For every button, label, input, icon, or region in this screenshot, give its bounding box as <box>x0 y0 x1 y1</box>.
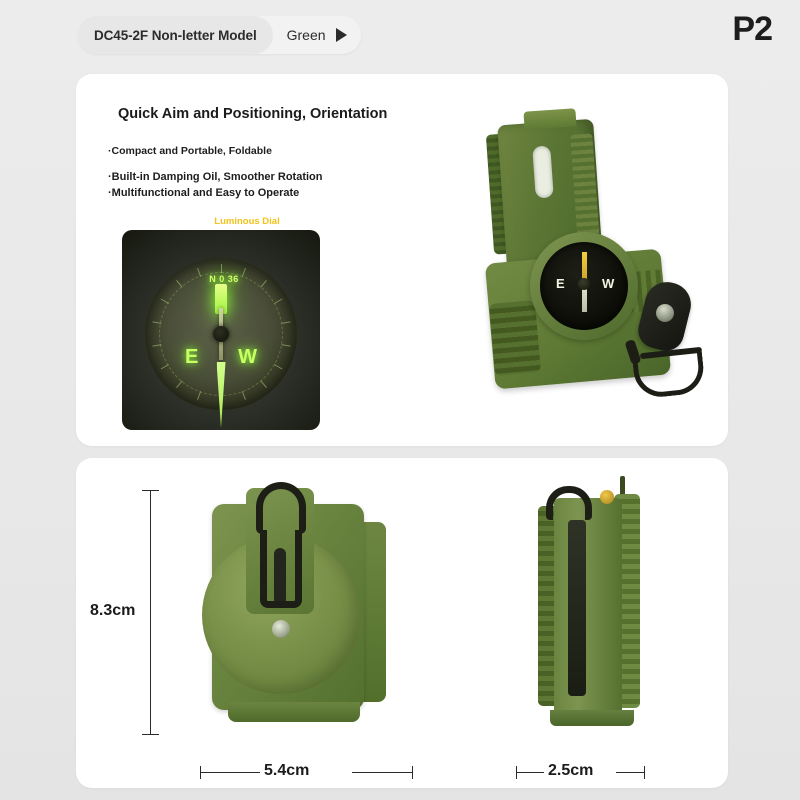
front-view-base-foot <box>228 702 360 722</box>
side-view-thumb-loop <box>546 486 592 520</box>
depth-dimension-line-left <box>516 772 544 773</box>
side-view-dark-core <box>568 520 586 696</box>
height-dimension-line <box>150 490 151 734</box>
depth-dimension-cap-left <box>516 766 517 779</box>
page-header <box>0 0 800 68</box>
width-dimension-line-right <box>352 772 412 773</box>
dial-pivot <box>213 326 229 342</box>
page-number: P2 <box>732 10 772 48</box>
model-selector-pill[interactable] <box>78 16 361 54</box>
height-dimension-label: 8.3cm <box>90 602 136 619</box>
page-title: Quick Aim and Positioning, Orientation <box>118 106 388 122</box>
feature-bullet-2: ·Built-in Damping Oil, Smoother Rotation ·Multifunctional and Easy to Operate <box>108 171 323 199</box>
width-dimension-line-left <box>200 772 260 773</box>
depth-dimension-cap-right <box>644 766 645 779</box>
needle-north <box>219 308 223 360</box>
depth-dimension-label: 2.5cm <box>548 762 594 779</box>
capsule-west-label: W <box>602 276 615 291</box>
side-view-body <box>554 498 622 716</box>
needle-south <box>217 362 226 428</box>
height-dimension-cap-bottom <box>142 734 159 735</box>
lid-sight-slot <box>532 145 554 198</box>
width-dimension-label: 5.4cm <box>264 762 310 779</box>
front-view-screw <box>272 620 290 638</box>
side-view-knob <box>600 490 614 504</box>
model-name-chip[interactable]: DC45-2F Non-letter Model <box>78 16 273 54</box>
width-dimension-cap-left <box>200 766 201 779</box>
base-left-ribs <box>489 300 541 376</box>
capsule-east-label: E <box>556 276 565 291</box>
front-view-thumb-loop <box>256 482 306 534</box>
dial-bezel <box>145 258 297 410</box>
capsule-pivot <box>578 278 590 290</box>
compass-side-view <box>494 472 674 738</box>
height-dimension-cap-top <box>142 490 159 491</box>
lid-top-tab <box>523 108 576 130</box>
glow-marker-icon <box>215 284 227 314</box>
feature-card <box>76 74 728 446</box>
dial-east-label: E <box>185 346 199 368</box>
dimensions-card <box>76 458 728 788</box>
side-view-base-foot <box>550 710 634 726</box>
front-view-thumb-loop-legs <box>260 530 302 608</box>
compass-product-illustration <box>406 104 706 424</box>
triangle-right-icon[interactable] <box>336 28 347 42</box>
feature-bullet-1: ·Compact and Portable, Foldable <box>108 145 272 157</box>
width-dimension-cap-right <box>412 766 413 779</box>
color-name-label[interactable]: Green <box>286 27 326 43</box>
depth-dimension-line-right <box>616 772 644 773</box>
dial-west-label: W <box>238 346 257 368</box>
luminous-dial-photo <box>122 230 320 430</box>
compass-front-view <box>194 478 424 738</box>
luminous-dial-caption: Luminous Dial <box>214 216 280 227</box>
dial-north-glow-label: N 0 36 <box>209 274 239 284</box>
